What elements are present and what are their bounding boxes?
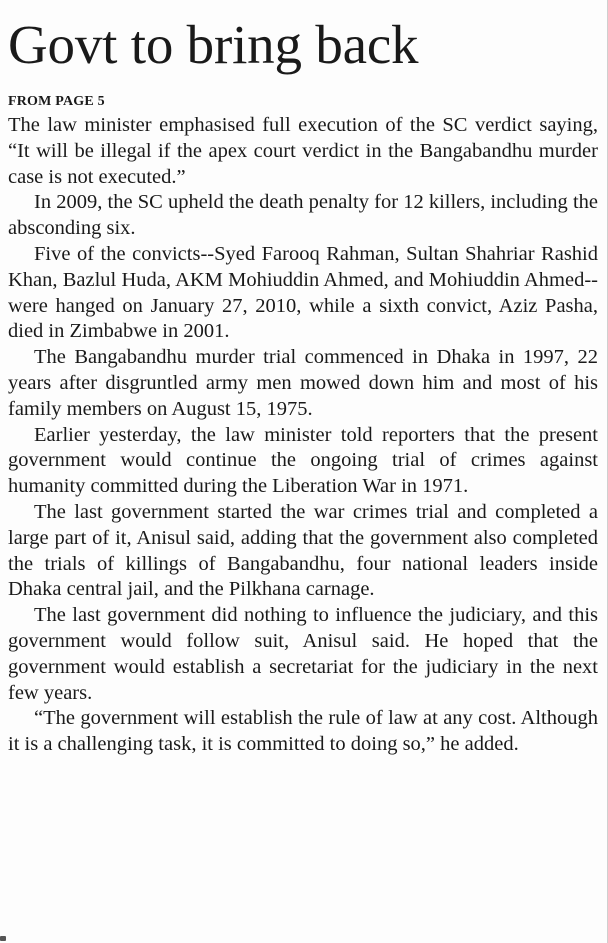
paragraph: The last government did nothing to influence the judiciary, and this government would follow suit, Anisul said. He hoped that the government would establish a secretariat for the judiciary in the next few years. xyxy=(8,604,598,704)
print-mark xyxy=(0,936,6,941)
paragraph: The law minister emphasised full execution of the SC verdict saying, “It will be illegal if the apex court verdict in the Bangabandhu murder case is not executed.” xyxy=(8,114,598,188)
continued-from-label: FROM PAGE 5 xyxy=(8,94,105,109)
paragraph: The last government started the war crimes trial and completed a large part of it, Anisul said, adding that the government also completed the trials of killings of Bangabandhu, four national leaders inside Dhaka central jail, and the Pilkhana carnage. xyxy=(8,500,598,601)
paragraph: Earlier yesterday, the law minister told reporters that the present government would continue the ongoing trial of crimes against humanity committed during the Liberation War in 1971. xyxy=(8,423,598,498)
paragraph: The Bangabandhu murder trial commenced in Dhaka in 1997, 22 years after disgruntled army men mowed down him and most of his family members on August 15, 1975. xyxy=(8,346,598,420)
paragraph: Five of the convicts--Syed Farooq Rahman, Sultan Shahriar Rashid Khan, Bazlul Huda, AKM Mohiuddin Ahmed, and Mohiuddin Ahmed--were hanged on January 27, 2010, while a sixth convict, Aziz Pasha, died in Zimbabwe in 2001. xyxy=(8,242,598,343)
article-body xyxy=(8,113,598,758)
headline: Govt to bring back xyxy=(8,14,419,75)
paragraph: “The government will establish the rule of law at any cost. Although it is a challenging task, it is committed to doing so,” he added. xyxy=(8,707,598,756)
paragraph: In 2009, the SC upheld the death penalty for 12 killers, including the absconding six. xyxy=(8,191,598,240)
